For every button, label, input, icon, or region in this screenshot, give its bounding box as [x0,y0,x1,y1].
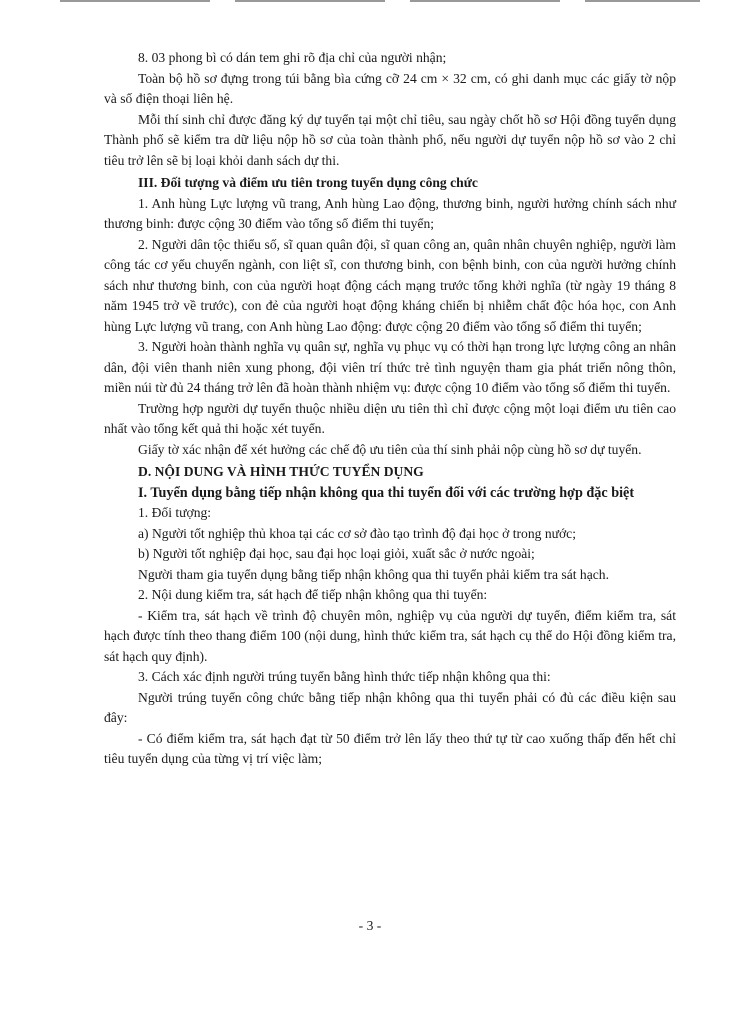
section-heading-d: D. NỘI DUNG VÀ HÌNH THỨC TUYỂN DỤNG [138,464,424,479]
priority-item-3: 3. Người hoàn thành nghĩa vụ quân sự, nghĩa vụ phục vụ có thời hạn trong lực lượng công an nhân dân, đội viên thanh niên xung phong, đội viên trí thức trẻ tình nguyện tham gia phát triển nông thôn, miền núi từ đủ 24 tháng trở lên đã hoàn thành nhiệm vụ: được cộng 10 điểm vào tổng số điểm thi tuyển. [104,339,676,395]
content-item: - Kiểm tra, sát hạch về trình độ chuyên môn, nghiệp vụ của người dự tuyển, điểm kiểm tra, sát hạch được tính theo thang điểm 100 (nội dung, hình thức kiểm tra, sát hạch cụ thể do Hội đồng kiểm tra, sát hạch quy định). [104,607,676,664]
paragraph-assessment-required: Người tham gia tuyển dụng bằng tiếp nhận không qua thi tuyển phải kiểm tra sát hạch. [138,566,609,582]
subject-item-b: b) Người tốt nghiệp đại học, sau đại học loại giỏi, xuất sắc ở nước ngoài; [138,546,535,561]
condition-item: - Có điểm kiểm tra, sát hạch đạt từ 50 điểm trở lên lấy theo thứ tự từ cao xuống thấp đến hết chỉ tiêu tuyển dụng của từng vị trí việc làm; [104,730,676,766]
priority-item-1: 1. Anh hùng Lực lượng vũ trang, Anh hùng Lao động, thương binh, người hưởng chính sách như thương binh: được cộng 30 điểm vào tổng số điểm thi tuyển; [104,195,676,231]
list-item-8: 8. 03 phong bì có dán tem ghi rõ địa chỉ của người nhận; [138,50,447,65]
document-page [104,48,676,770]
paragraph-conditions: Người trúng tuyển công chức bằng tiếp nhận không qua thi tuyển phải có đủ các điều kiện sau đây: [104,689,676,725]
subheading-content: 2. Nội dung kiểm tra, sát hạch để tiếp nhận không qua thi tuyển: [138,587,488,602]
section-heading-i: I. Tuyển dụng bằng tiếp nhận không qua thi tuyển đối với các trường hợp đặc biệt [138,484,635,501]
paragraph-envelope: Toàn bộ hồ sơ đựng trong túi bằng bìa cứng cỡ 24 cm × 32 cm, có ghi danh mục các giấy tờ nộp và số điện thoại liên hệ. [104,70,676,106]
subject-item-a: a) Người tốt nghiệp thủ khoa tại các cơ sở đào tạo trình độ đại học ở trong nước; [138,525,576,541]
priority-item-2: 2. Người dân tộc thiểu số, sĩ quan quân đội, sĩ quan công an, quân nhân chuyên nghiệp, người làm công tác cơ yếu chuyển ngành, con liệt sĩ, con thương binh, con bệnh binh, con của người hưởng chính sách như thương binh, con của người hoạt động cách mạng trước tổng khởi nghĩa (từ ngày 19 tháng 8 năm 1945 trở về trước), con đẻ của người hoạt động kháng chiến bị nhiễm chất độc hóa học, con Anh hùng Lực lượng vũ trang, con Anh hùng Lao động: được cộng 20 điểm vào tổng số điểm thi tuyển; [104,236,676,334]
scan-top-edge [60,0,700,2]
section-heading-iii: III. Đối tượng và điểm ưu tiên trong tuyển dụng công chức [138,175,478,190]
paragraph-confirmation-papers: Giấy tờ xác nhận để xét hưởng các chế độ ưu tiên của thí sinh phải nộp cùng hồ sơ dự tuyển. [138,441,642,457]
subheading-method: 3. Cách xác định người trúng tuyển bằng hình thức tiếp nhận không qua thi: [138,669,551,684]
subheading-subjects: 1. Đối tượng: [138,505,212,520]
page-number: - 3 - [358,918,382,933]
paragraph-multiple-priority: Trường hợp người dự tuyển thuộc nhiều diện ưu tiên thì chỉ được cộng một loại điểm ưu tiên cao nhất vào tổng kết quả thi hoặc xét tuyển. [104,400,676,436]
paragraph-registration: Mỗi thí sinh chỉ được đăng ký dự tuyển tại một chỉ tiêu, sau ngày chốt hồ sơ Hội đồng tuyển dụng Thành phố sẽ kiểm tra dữ liệu nộp hồ sơ của toàn thành phố, nếu người dự tuyển nộp hồ sơ vào 2 chỉ tiêu trở lên sẽ bị loại khỏi danh sách dự thi. [104,111,676,168]
